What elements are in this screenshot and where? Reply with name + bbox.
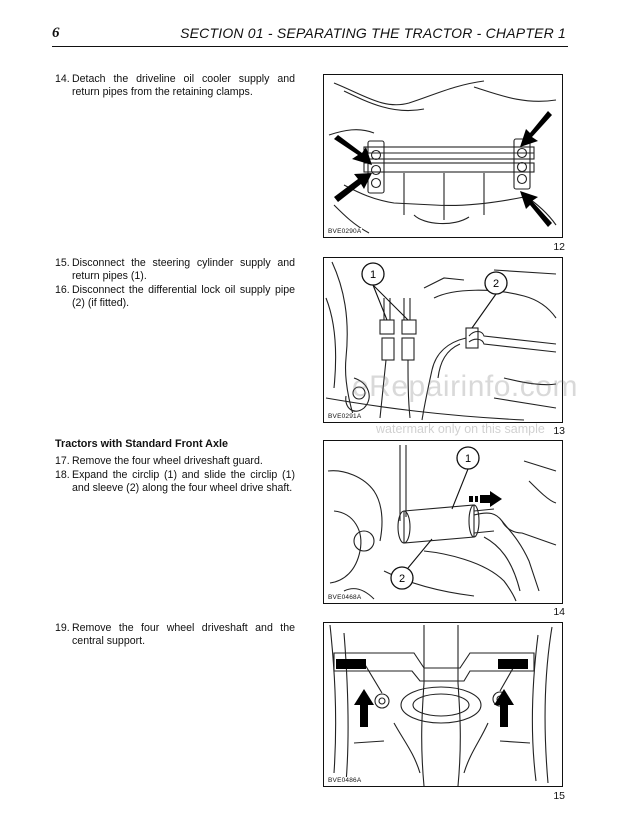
- figure-13: [323, 257, 563, 423]
- step-18: [55, 469, 295, 495]
- figure-number-13: 13: [553, 425, 565, 437]
- figure-code: BVE0290A: [328, 228, 362, 235]
- figure-number-12: 12: [553, 241, 565, 253]
- step-15: [55, 257, 295, 283]
- watermark-site: eRepairinfo.com: [352, 370, 578, 403]
- figure-12: [323, 74, 563, 238]
- figure-code: BVE0468A: [328, 594, 362, 601]
- callout-1: 1: [464, 453, 472, 465]
- figure-code: BVE0291A: [328, 413, 362, 420]
- step-text: Expand the circlip (1) and slide the circlip (1) and sleeve (2) along the four wheel drive shaft.: [72, 469, 295, 494]
- step-text: Remove the four wheel driveshaft and the central support.: [72, 622, 295, 647]
- callout-2: 2: [398, 573, 406, 585]
- step-17: [55, 455, 295, 468]
- step-text: Remove the four wheel driveshaft guard.: [72, 455, 263, 467]
- figure-15: [323, 622, 563, 787]
- figure-15-illustration: [324, 623, 562, 786]
- step-number: 17.: [55, 455, 70, 467]
- figure-14-illustration: [324, 441, 562, 603]
- figure-code: BVE0486A: [328, 777, 362, 784]
- figure-number-14: 14: [553, 606, 565, 618]
- step-number: 19.: [55, 622, 70, 634]
- step-text: Detach the driveline oil cooler supply and return pipes from the retaining clamps.: [72, 73, 295, 98]
- page-number: 6: [52, 25, 60, 41]
- step-number: 15.: [55, 257, 70, 269]
- step-14: [55, 73, 295, 99]
- figure-13-illustration: [324, 258, 562, 422]
- section-subheading: Tractors with Standard Front Axle: [55, 438, 228, 450]
- figure-number-15: 15: [553, 790, 565, 802]
- step-19: [55, 622, 295, 648]
- step-text: Disconnect the differential lock oil supply pipe (2) (if fitted).: [72, 284, 295, 309]
- step-number: 14.: [55, 73, 70, 85]
- step-number: 18.: [55, 469, 70, 481]
- step-16: [55, 284, 295, 310]
- callout-2: 2: [492, 278, 500, 290]
- figure-12-illustration: [324, 75, 562, 237]
- section-title: SECTION 01 - SEPARATING THE TRACTOR - CHAPTER 1: [180, 25, 566, 41]
- figure-14: [323, 440, 563, 604]
- page-header: [52, 22, 568, 47]
- step-number: 16.: [55, 284, 70, 296]
- watermark-note: watermark only on this sample: [376, 422, 545, 436]
- callout-1: 1: [369, 269, 377, 281]
- step-text: Disconnect the steering cylinder supply and return pipes (1).: [72, 257, 295, 282]
